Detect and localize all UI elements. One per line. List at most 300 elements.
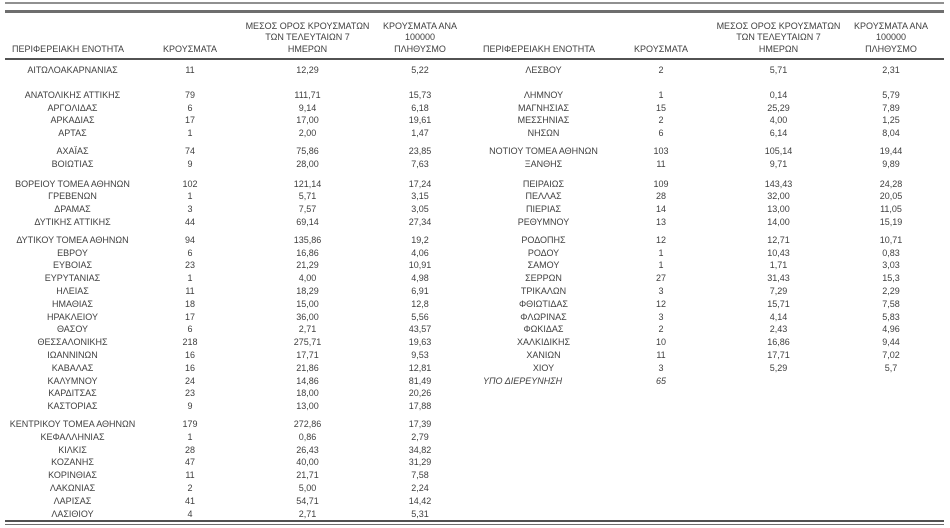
- region-name: ΛΑΣΙΘΙΟΥ: [51, 508, 94, 519]
- per100k-value: [846, 375, 936, 388]
- cases-value: 218: [182, 337, 198, 348]
- table-row: [5, 203, 465, 216]
- region-name: ΒΟΡΕΙΟΥ ΤΟΜΕΑ ΑΘΗΝΩΝ: [15, 178, 130, 189]
- avg7-value: 15,71: [767, 298, 790, 309]
- column-header-per100k-line2: ΠΛΗΘΥΣΜΟ: [394, 43, 446, 54]
- avg7-value: 16,86: [767, 337, 790, 348]
- cases-value: 41: [184, 495, 195, 506]
- column-header-avg7-line3: ΗΜΕΡΩΝ: [758, 43, 799, 54]
- top-rule-thick: [5, 10, 944, 13]
- cases-value: 23: [184, 388, 195, 399]
- table-row: [5, 216, 465, 229]
- table-row: [476, 102, 936, 115]
- avg7-value: 36,00: [296, 311, 319, 322]
- per100k-value: 43,57: [408, 324, 432, 335]
- column-header-avg7: [711, 21, 846, 59]
- region-name: ΚΙΛΚΙΣ: [58, 444, 87, 455]
- per100k-value: 4,98: [411, 273, 429, 284]
- per100k-value: 5,31: [411, 508, 429, 519]
- bottom-rule-thick: [5, 520, 944, 522]
- per100k-value: 9,89: [882, 158, 900, 169]
- cases-value: 12: [655, 298, 666, 309]
- cases-value: 109: [653, 178, 669, 189]
- table-header-row: [476, 20, 936, 58]
- table-body-right: [476, 58, 936, 387]
- group-spacer: [5, 171, 465, 178]
- region-name: ΡΟΔΟΠΗΣ: [521, 234, 566, 245]
- region-name: ΦΘΙΩΤΙΔΑΣ: [519, 298, 568, 309]
- region-name: ΘΕΣΣΑΛΟΝΙΚΗΣ: [37, 337, 108, 348]
- column-header-avg7: [240, 21, 375, 59]
- table-row: [5, 102, 465, 115]
- cases-value: 3: [187, 204, 193, 215]
- table-row: [5, 158, 465, 171]
- table-row: [5, 362, 465, 375]
- table-row: [5, 495, 465, 508]
- region-name: ΚΑΣΤΟΡΙΑΣ: [47, 401, 98, 412]
- cases-value: 11: [185, 65, 195, 75]
- region-name: ΜΕΣΣΗΝΙΑΣ: [517, 115, 570, 126]
- per100k-value: 23,85: [408, 145, 432, 156]
- cases-value: 11: [185, 285, 195, 296]
- table-row: [5, 444, 465, 457]
- table-row: [476, 158, 936, 171]
- region-name: ΚΕΦΑΛΛΗΝΙΑΣ: [40, 431, 105, 442]
- avg7-value: 5,29: [769, 362, 788, 373]
- per100k-value: 7,58: [882, 298, 900, 309]
- per100k-value: 0,83: [882, 247, 900, 258]
- avg7-value: 2,00: [298, 128, 317, 139]
- avg7-value: 18,00: [296, 388, 319, 399]
- cases-value: 9: [187, 158, 193, 169]
- cases-value: 13: [655, 216, 666, 227]
- per100k-value: 6,91: [411, 285, 429, 296]
- table-row: [476, 323, 936, 336]
- region-name: ΚΑΡΔΙΤΣΑΣ: [48, 388, 97, 399]
- avg7-value: 25,29: [767, 102, 790, 113]
- cases-value: 1: [187, 431, 193, 442]
- table-row: [5, 190, 465, 203]
- per100k-value: 6,18: [411, 102, 429, 113]
- table-row: [5, 234, 465, 247]
- region-name: ΑΝΑΤΟΛΙΚΗΣ ΑΤΤΙΚΗΣ: [24, 89, 121, 100]
- region-name: ΑΡΤΑΣ: [58, 128, 87, 139]
- table-row: [5, 89, 465, 102]
- cases-value: 65: [655, 375, 666, 386]
- cases-value: 6: [658, 128, 664, 139]
- per100k-value: 5,83: [882, 311, 900, 322]
- region-name: ΞΑΝΘΗΣ: [524, 158, 563, 169]
- cases-value: 179: [182, 418, 198, 429]
- table-row: [5, 456, 465, 469]
- table-row: [5, 469, 465, 482]
- cases-value: 4: [187, 508, 193, 519]
- table-row: [476, 178, 936, 191]
- cases-value: 74: [184, 145, 195, 156]
- table-row: [5, 311, 465, 324]
- group-spacer: [5, 77, 465, 89]
- region-name: ΘΑΣΟΥ: [56, 324, 89, 335]
- region-name: ΔΥΤΙΚΟΥ ΤΟΜΕΑ ΑΘΗΝΩΝ: [16, 234, 129, 245]
- cases-value: 1: [658, 247, 664, 258]
- column-header-avg7-line3: ΗΜΕΡΩΝ: [287, 43, 328, 54]
- per100k-value: 20,05: [879, 191, 903, 202]
- per100k-value: 3,05: [411, 204, 429, 215]
- per100k-value: 15,19: [879, 216, 903, 227]
- avg7-value: 12,71: [767, 234, 790, 245]
- table-row: [5, 285, 465, 298]
- region-name: ΛΕΣΒΟΥ: [525, 65, 562, 75]
- table-row: [5, 259, 465, 272]
- region-name: ΚΟΖΑΝΗΣ: [51, 457, 94, 468]
- per100k-value: 9,53: [411, 349, 429, 360]
- per100k-value: 4,06: [411, 247, 429, 258]
- table-row: [5, 482, 465, 495]
- table-row: [476, 190, 936, 203]
- avg7-value: 275,71: [293, 337, 322, 348]
- column-header-per100k: [375, 21, 465, 59]
- avg7-value: 17,71: [296, 349, 319, 360]
- table-row: [5, 336, 465, 349]
- column-header-per100k-line1: ΚΡΟΥΣΜΑΤΑ ΑΝΑ 100000: [383, 20, 457, 42]
- cases-value: 44: [184, 216, 195, 227]
- per100k-value: 17,88: [408, 401, 432, 412]
- table-row: [476, 349, 936, 362]
- table-row: [5, 508, 465, 521]
- cases-value: 11: [185, 470, 195, 481]
- avg7-value: 4,00: [298, 273, 317, 284]
- per100k-value: 7,58: [411, 470, 429, 481]
- cases-value: 23: [184, 260, 195, 271]
- region-name: ΝΗΣΩΝ: [527, 128, 560, 139]
- cases-value: 2: [658, 65, 664, 75]
- region-name: ΤΡΙΚΑΛΩΝ: [520, 285, 567, 296]
- per100k-value: 27,34: [408, 216, 432, 227]
- region-name: ΦΛΩΡΙΝΑΣ: [520, 311, 567, 322]
- avg7-value: 272,86: [293, 418, 322, 429]
- cases-value: 12: [655, 234, 666, 245]
- per100k-value: 10,91: [408, 260, 432, 271]
- region-name: ΚΟΡΙΝΘΙΑΣ: [48, 470, 97, 481]
- cases-value: 6: [187, 247, 193, 258]
- per100k-value: 15,73: [408, 89, 432, 100]
- avg7-value: 69,14: [296, 216, 319, 227]
- cases-value: 2: [658, 115, 664, 126]
- table-row: [476, 259, 936, 272]
- table-row: [5, 127, 465, 140]
- table-row: [5, 349, 465, 362]
- region-name: ΥΠΟ ΔΙΕΡΕΥΝΗΣΗ: [483, 375, 563, 386]
- per100k-value: 1,25: [882, 115, 900, 126]
- table-row: [5, 323, 465, 336]
- region-name: ΚΑΒΑΛΑΣ: [51, 362, 94, 373]
- region-name: ΚΑΛΥΜΝΟΥ: [47, 375, 98, 386]
- avg7-value: 2,71: [298, 324, 317, 335]
- avg7-value: 26,43: [296, 444, 319, 455]
- table-row: [5, 64, 465, 77]
- cases-value: 6: [187, 324, 193, 335]
- table-header-row: [5, 20, 465, 58]
- table-body-left: [5, 58, 465, 520]
- cases-value: 1: [658, 260, 664, 271]
- table-row: [476, 311, 936, 324]
- avg7-value: 121,14: [293, 178, 322, 189]
- per100k-value: 5,7: [884, 362, 898, 373]
- per100k-value: 2,31: [882, 65, 900, 75]
- region-name: ΚΕΝΤΡΙΚΟΥ ΤΟΜΕΑ ΑΘΗΝΩΝ: [9, 418, 136, 429]
- avg7-value: 2,43: [769, 324, 788, 335]
- cases-value: 24: [184, 375, 195, 386]
- region-name: ΒΟΙΩΤΙΑΣ: [51, 158, 94, 169]
- per100k-value: 8,04: [882, 128, 900, 139]
- per100k-value: 81,49: [408, 375, 432, 386]
- region-name: ΗΜΑΘΙΑΣ: [52, 298, 93, 309]
- table-row: [476, 114, 936, 127]
- cases-value: 16: [184, 349, 195, 360]
- table-row: [476, 145, 936, 158]
- per100k-value: 7,02: [882, 349, 900, 360]
- column-header-avg7-line2: ΤΩΝ ΤΕΛΕΥΤΑΙΩΝ 7: [736, 32, 821, 42]
- region-name: ΣΑΜΟΥ: [527, 260, 560, 271]
- per100k-value: 17,24: [408, 178, 432, 189]
- region-name: ΠΕΛΛΑΣ: [525, 191, 562, 202]
- table-row: [476, 375, 936, 388]
- per100k-value: 19,63: [408, 337, 432, 348]
- avg7-value: 0,14: [769, 89, 788, 100]
- per100k-value: 20,26: [408, 388, 432, 399]
- avg7-value: 17,00: [296, 115, 319, 126]
- column-header-avg7-line2: ΤΩΝ ΤΕΛΕΥΤΑΙΩΝ 7: [265, 32, 350, 42]
- cases-value: 1: [187, 191, 193, 202]
- cases-value: 10: [655, 337, 666, 348]
- per100k-value: 4,96: [882, 324, 900, 335]
- region-name: ΔΥΤΙΚΗΣ ΑΤΤΙΚΗΣ: [34, 216, 111, 227]
- avg7-value: 12,29: [296, 65, 319, 75]
- avg7-value: 16,86: [296, 247, 319, 258]
- per100k-value: 10,71: [879, 234, 903, 245]
- avg7-value: 9,14: [298, 102, 317, 113]
- avg7-value: 9,71: [769, 158, 788, 169]
- per100k-value: 19,2: [411, 234, 429, 245]
- region-name: ΗΡΑΚΛΕΙΟΥ: [46, 311, 99, 322]
- table-row: [5, 400, 465, 413]
- avg7-value: 31,43: [767, 273, 790, 284]
- per100k-value: 19,61: [408, 115, 432, 126]
- region-name: ΧΑΛΚΙΔΙΚΗΣ: [516, 337, 571, 348]
- group-spacer: [476, 171, 936, 178]
- table-row: [5, 114, 465, 127]
- per100k-value: 34,82: [408, 444, 432, 455]
- avg7-value: 40,00: [296, 457, 319, 468]
- column-header-cases: ΚΡΟΥΣΜΑΤΑ: [634, 43, 688, 54]
- regional-table-right: [476, 20, 936, 387]
- per100k-value: 2,29: [882, 285, 900, 296]
- table-row: [476, 298, 936, 311]
- table-row: [476, 216, 936, 229]
- per100k-value: 9,44: [882, 337, 900, 348]
- avg7-value: 54,71: [296, 495, 319, 506]
- avg7-value: 4,00: [769, 115, 788, 126]
- avg7-value: 13,00: [296, 401, 319, 412]
- region-name: ΕΥΒΟΙΑΣ: [52, 260, 93, 271]
- avg7-value: 105,14: [764, 145, 793, 156]
- column-header-per100k-line2: ΠΛΗΘΥΣΜΟ: [865, 43, 917, 54]
- region-name: ΜΑΓΝΗΣΙΑΣ: [517, 102, 570, 113]
- per100k-value: 11,05: [880, 204, 902, 215]
- per100k-value: 15,3: [882, 273, 900, 284]
- cases-value: 11: [656, 158, 666, 169]
- avg7-value: 75,86: [296, 145, 319, 156]
- per100k-value: 12,81: [408, 362, 432, 373]
- region-name: ΡΕΘΥΜΝΟΥ: [517, 216, 570, 227]
- per100k-value: 19,44: [879, 145, 903, 156]
- per100k-value: 5,56: [411, 311, 429, 322]
- cases-value: 15: [655, 102, 666, 113]
- region-name: ΠΙΕΡΙΑΣ: [525, 204, 562, 215]
- avg7-value: 4,14: [769, 311, 788, 322]
- avg7-value: 6,14: [769, 128, 788, 139]
- avg7-value: 15,00: [296, 298, 319, 309]
- cases-value: 18: [184, 298, 195, 309]
- cases-value: 2: [658, 324, 664, 335]
- per100k-value: 24,28: [879, 178, 903, 189]
- per100k-value: 3,15: [411, 191, 429, 202]
- table-row: [476, 247, 936, 260]
- cases-value: 2: [187, 482, 193, 493]
- column-header-region: ΠΕΡΙΦΕΡΕΙΑΚΗ ΕΝΟΤΗΤΑ: [483, 43, 596, 54]
- table-row: [476, 127, 936, 140]
- table-row: [476, 64, 936, 77]
- cases-value: 3: [658, 285, 664, 296]
- per100k-value: 31,29: [408, 457, 432, 468]
- per100k-value: 17,39: [408, 418, 432, 429]
- table-row: [476, 272, 936, 285]
- per100k-value: 3,03: [882, 260, 900, 271]
- table-row: [476, 203, 936, 216]
- region-name: ΡΟΔΟΥ: [527, 247, 560, 258]
- column-header-per100k: [846, 21, 936, 59]
- region-name: ΛΗΜΝΟΥ: [523, 89, 564, 100]
- region-name: ΕΒΡΟΥ: [57, 247, 88, 258]
- cases-value: 1: [187, 128, 193, 139]
- avg7-value: 1,71: [769, 260, 788, 271]
- cases-value: 16: [184, 362, 195, 373]
- avg7-value: 14,00: [767, 216, 790, 227]
- avg7-value: 21,86: [296, 362, 319, 373]
- table-row: [5, 375, 465, 388]
- cases-value: 17: [184, 311, 195, 322]
- cases-value: 94: [184, 234, 195, 245]
- table-row: [476, 285, 936, 298]
- avg7-value: 14,86: [296, 375, 319, 386]
- region-name: ΝΟΤΙΟΥ ΤΟΜΕΑ ΑΘΗΝΩΝ: [489, 145, 598, 156]
- region-name: ΓΡΕΒΕΝΩΝ: [48, 191, 97, 202]
- cases-value: 79: [184, 89, 195, 100]
- cases-value: 28: [655, 191, 666, 202]
- avg7-value: 5,00: [298, 482, 317, 493]
- avg7-value: 18,29: [296, 285, 319, 296]
- region-name: ΕΥΡΥΤΑΝΙΑΣ: [44, 273, 101, 284]
- avg7-value: 7,29: [769, 285, 788, 296]
- avg7-value: 32,00: [767, 191, 790, 202]
- region-name: ΦΩΚΙΔΑΣ: [523, 324, 564, 335]
- bottom-rule-thin: [5, 524, 944, 525]
- per100k-value: 7,89: [882, 102, 900, 113]
- cases-value: 11: [656, 349, 666, 360]
- per100k-value: 7,63: [411, 158, 429, 169]
- table-row: [5, 247, 465, 260]
- region-name: ΗΛΕΙΑΣ: [56, 285, 89, 296]
- table-row: [476, 336, 936, 349]
- per100k-value: 2,79: [411, 431, 429, 442]
- avg7-value: 111,71: [294, 89, 321, 100]
- top-rule-thin: [5, 2, 944, 4]
- regional-table-left: [5, 20, 465, 520]
- cases-value: 17: [184, 115, 195, 126]
- cases-value: 3: [658, 311, 664, 322]
- table-row: [5, 178, 465, 191]
- region-name: ΑΡΚΑΔΙΑΣ: [50, 115, 95, 126]
- avg7-value: 0,86: [298, 431, 317, 442]
- column-header-region: ΠΕΡΙΦΕΡΕΙΑΚΗ ΕΝΟΤΗΤΑ: [12, 43, 125, 54]
- region-name: ΑΡΓΟΛΙΔΑΣ: [47, 102, 98, 113]
- cases-value: 47: [184, 457, 195, 468]
- table-row: [5, 431, 465, 444]
- avg7-value: 7,57: [298, 204, 317, 215]
- per100k-value: 5,79: [882, 89, 900, 100]
- avg7-value: 21,71: [296, 470, 319, 481]
- table-row: [476, 362, 936, 375]
- avg7-value: 13,00: [767, 204, 790, 215]
- avg7-value: 10,43: [767, 247, 790, 258]
- region-name: ΙΩΑΝΝΙΝΩΝ: [47, 349, 98, 360]
- table-row: [5, 145, 465, 158]
- per100k-value: 5,22: [411, 65, 429, 75]
- table-row: [5, 387, 465, 400]
- avg7-value: 143,43: [764, 178, 793, 189]
- region-name: ΧΑΝΙΩΝ: [526, 349, 561, 360]
- table-row: [5, 298, 465, 311]
- avg7-value: 5,71: [298, 191, 317, 202]
- avg7-value: 2,71: [298, 508, 317, 519]
- cases-value: 9: [187, 401, 193, 412]
- region-name: ΛΑΚΩΝΙΑΣ: [49, 482, 96, 493]
- region-name: ΠΕΙΡΑΙΩΣ: [522, 178, 565, 189]
- avg7-value: [711, 375, 846, 388]
- avg7-value: 17,71: [767, 349, 790, 360]
- cases-value: 14: [655, 204, 666, 215]
- region-name: ΣΕΡΡΩΝ: [525, 273, 562, 284]
- table-row: [5, 272, 465, 285]
- group-spacer: [476, 77, 936, 89]
- cases-value: 6: [187, 102, 193, 113]
- region-name: ΔΡΑΜΑΣ: [54, 204, 91, 215]
- column-header-avg7-line1: ΜΕΣΟΣ ΟΡΟΣ ΚΡΟΥΣΜΑΤΩΝ: [245, 20, 370, 31]
- per100k-value: 1,47: [411, 128, 429, 139]
- per100k-value: 14,42: [408, 495, 432, 506]
- avg7-value: 21,29: [296, 260, 319, 271]
- table-row: [476, 234, 936, 247]
- table-row: [476, 89, 936, 102]
- column-header-avg7-line1: ΜΕΣΟΣ ΟΡΟΣ ΚΡΟΥΣΜΑΤΩΝ: [716, 20, 841, 31]
- region-name: ΛΑΡΙΣΑΣ: [53, 495, 92, 506]
- avg7-value: 5,71: [769, 65, 788, 75]
- column-header-per100k-line1: ΚΡΟΥΣΜΑΤΑ ΑΝΑ 100000: [854, 20, 928, 42]
- region-name: ΧΙΟΥ: [532, 362, 555, 373]
- cases-value: 27: [655, 273, 666, 284]
- per100k-value: 12,8: [411, 298, 429, 309]
- cases-value: 1: [658, 89, 664, 100]
